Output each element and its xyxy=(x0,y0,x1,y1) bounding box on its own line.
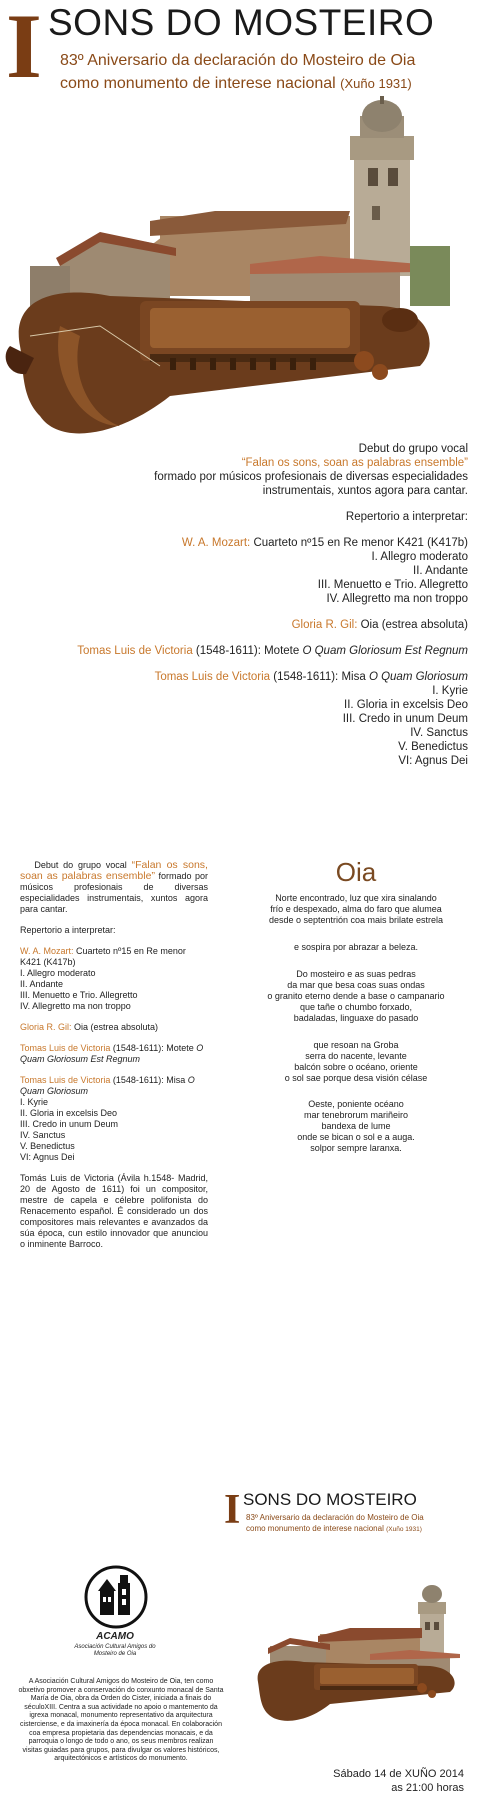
poem-line: frío e despexado, alma do faro que alumea xyxy=(270,904,442,914)
acamo-name: ACAMO xyxy=(96,1631,134,1642)
left-debut: Debut do grupo vocal xyxy=(34,860,127,870)
left-mozart-work xyxy=(20,946,208,968)
left-victoria-dates: (1548-1611): Motete xyxy=(110,1043,197,1053)
left-mozart-movement: I. Allegro moderato xyxy=(20,968,96,978)
left-mozart-title: Cuarteto nº15 en Re menor K421 (K417b) xyxy=(20,946,186,967)
gil-composer: Gloria R. Gil: xyxy=(291,619,358,631)
poem-line: onde se bican o sol e a auga. xyxy=(297,1132,415,1142)
header-subtitle-text: como monumento de interese nacional xyxy=(60,75,336,92)
poem-line: e sospira por abrazar a beleza. xyxy=(293,942,419,952)
victoria-composer: Tomas Luis de Victoria xyxy=(154,671,271,683)
debut-line: Debut do grupo vocal xyxy=(358,443,468,455)
misa-movement: II. Gloria in excelsis Deo xyxy=(344,699,468,711)
misa-movement: III. Credo in unum Deum xyxy=(342,713,468,725)
left-mozart-composer: W. A. Mozart: xyxy=(20,946,74,956)
poem-line: da mar que besa coas suas ondas xyxy=(287,980,425,990)
event-time: as 21:00 horas xyxy=(391,1782,464,1794)
header-roman-numeral: I xyxy=(6,0,42,97)
left-mozart-movement: II. Andante xyxy=(20,979,64,989)
left-gil-composer: Gloria R. Gil: xyxy=(20,1022,72,1032)
misa-movement: I. Kyrie xyxy=(432,685,468,697)
poem-line: Oeste, poniente océano xyxy=(308,1099,404,1109)
poem-line: bandexa de lume xyxy=(321,1121,391,1131)
poem-line: solpor sempre laranxa. xyxy=(310,1143,402,1153)
left-group-name: “Falan os sons, soan as palabras ensemble” xyxy=(20,859,208,882)
poem-line: Do mosteiro e as suas pedras xyxy=(296,969,416,979)
hurdy-gurdy-instrument xyxy=(6,293,430,434)
gil-work xyxy=(68,618,468,632)
poem-line: badaladas, linguaxe do pasado xyxy=(293,1013,419,1023)
event-date: Sábado 14 de XUÑO 2014 xyxy=(333,1768,464,1780)
header-subtitle-line1: 83º Aniversario da declaración do Mosteiro de Oia xyxy=(60,52,416,69)
poem-line: serra do nacente, levante xyxy=(305,1051,407,1061)
poem-line: que tañe o chumbo forxado, xyxy=(299,1002,413,1012)
header-subtitle-date: (Xuño 1931) xyxy=(340,76,412,91)
victoria-misa xyxy=(68,670,468,684)
poem-stanza-4 xyxy=(244,1040,468,1084)
repertoire-left-block xyxy=(20,860,208,1250)
acamo-full-name: Asociación Cultural Amigos do Mosteiro de Oia xyxy=(74,1644,156,1657)
victoria-bio: Tomás Luis de Victoria (Ávila h.1548- Madrid, 20 de Agosto de 1611) foi un compositor, mestre de capela e célebre polifonista do Renacemento español. É considerado un dos compositores mais relevantes e avanzados da súa época, cun estilo innovador que anunciou o inminente Barroco. xyxy=(20,1173,208,1249)
left-victoria-dates: (1548-1611): Misa xyxy=(110,1075,188,1085)
repertoire-right-block xyxy=(68,442,468,768)
bell-tower-small xyxy=(418,1585,446,1662)
mozart-work-title: Cuarteto nº15 en Re menor K421 (K417b) xyxy=(250,537,468,549)
header2-roman-numeral: I xyxy=(224,1487,241,1533)
left-desc: formado por músicos profesionais de diversas especialidades instrumentais, xuntos agora para cantar. xyxy=(20,871,208,914)
mozart-movement: IV. Allegretto ma non troppo xyxy=(326,593,468,605)
left-misa-movement: V. Benedictus xyxy=(20,1141,75,1151)
poem-line: Norte encontrado, luz que xira sinalando xyxy=(275,893,437,903)
left-gil-work xyxy=(20,1022,208,1033)
monastery-hurdy-gurdy-illustration xyxy=(0,96,480,472)
misa-movement: IV. Sanctus xyxy=(410,727,468,739)
poem-line: o granito eterno dende a base o campanario xyxy=(267,991,445,1001)
mozart-movement: I. Allegro moderato xyxy=(371,551,468,563)
poem-title: Oia xyxy=(335,857,377,887)
poem-line: balcón sobre o océano, oriente xyxy=(294,1062,418,1072)
victoria-motete-title: O Quam Gloriosum Est Regnum xyxy=(302,645,468,657)
victoria-dates: (1548-1611): Misa xyxy=(270,671,369,683)
bell-tower xyxy=(350,96,414,276)
header2-subtitle-line2 xyxy=(246,1524,422,1533)
left-victoria-composer: Tomas Luis de Victoria xyxy=(20,1075,111,1085)
left-mozart-movement: III. Menuetto e Trio. Allegretto xyxy=(20,990,138,1000)
left-gil-title: Oia (estrea absoluta) xyxy=(71,1022,159,1032)
monastery-hurdy-gurdy-small-illustration xyxy=(250,1582,466,1732)
header2-subtitle-date: (Xuño 1931) xyxy=(386,1526,422,1533)
header2-subtitle-line1: 83º Aniversario da declaración do Mosteiro de Oia xyxy=(246,1513,424,1522)
victoria-misa-title: O Quam Gloriosum xyxy=(368,671,468,683)
poem-line: que resoan na Groba xyxy=(313,1040,399,1050)
left-repertoire-label: Repertorio a interpretar: xyxy=(20,925,116,935)
victoria-motete xyxy=(68,644,468,658)
repertoire-label: Repertorio a interpretar: xyxy=(345,511,468,523)
left-misa-movement: II. Gloria in excelsis Deo xyxy=(20,1108,118,1118)
misa-movement: V. Benedictus xyxy=(398,741,468,753)
header-title: SONS DO MOSTEIRO xyxy=(48,2,435,43)
poem-stanza-3 xyxy=(244,969,468,1024)
left-misa-movement: IV. Sanctus xyxy=(20,1130,66,1140)
header2-title: SONS DO MOSTEIRO xyxy=(243,1490,417,1509)
poem-line: desde o septentrión coa mais brilate estrela xyxy=(268,915,444,925)
left-victoria-misa-title: O Quam Gloriosum xyxy=(20,1075,195,1096)
misa-movement: VI: Agnus Dei xyxy=(398,755,468,767)
mozart-composer: W. A. Mozart: xyxy=(181,537,251,549)
group-desc-1: formado por músicos profesionais de diversas especialidades xyxy=(154,471,468,483)
poem-stanza-5 xyxy=(244,1099,468,1154)
left-victoria-motete xyxy=(20,1043,208,1065)
mozart-movement: II. Andante xyxy=(413,565,468,577)
group-name: “Falan os sons, soan as palabras ensemble” xyxy=(241,457,468,469)
acamo-logo-icon xyxy=(84,1565,148,1629)
header-subtitle-line2 xyxy=(60,75,412,93)
mozart-work xyxy=(68,536,468,550)
left-misa-movement: I. Kyrie xyxy=(20,1097,49,1107)
left-victoria-motete-title: O Quam Gloriosum Est Regnum xyxy=(20,1043,204,1064)
poem-stanza-1 xyxy=(244,893,468,926)
group-desc-2: instrumentais, xuntos agora para cantar. xyxy=(262,485,468,497)
left-victoria-misa xyxy=(20,1075,208,1097)
mozart-movement: III. Menuetto e Trio. Allegretto xyxy=(317,579,468,591)
poem-line: mar tenebrorum mariñeiro xyxy=(303,1110,409,1120)
left-victoria-composer: Tomas Luis de Victoria xyxy=(20,1043,111,1053)
poem-stanza-2 xyxy=(244,942,468,953)
victoria-dates: (1548-1611): Motete xyxy=(192,645,303,657)
left-misa-movement: VI: Agnus Dei xyxy=(20,1152,75,1162)
hurdy-gurdy-small xyxy=(258,1661,455,1721)
poem-line: o sol sae porque desa visión célase xyxy=(284,1073,428,1083)
acamo-description: A Asociación Cultural Amigos do Mosteiro de Oia, ten como obxetivo promover a conservación do conxunto monacal de Santa María de Oia, obra da Orden do Cister, iniciada a finais do séculoXIII. Centra a sua actividade no apoio o mantemento da igrexa monacal, monumento representativo da arquitectura cisterciense, e da imaxinería da época monacal. En colaboración coa empresa propietaria das dependencias monacais, e da parroquia o longo de todo o ano, os seus membros realizan visitas guiadas para grupos, para divulgar os valores históricos, arquitectónicos e artísticos do monumento. xyxy=(18,1678,224,1763)
left-misa-movement: III. Credo in unum Deum xyxy=(20,1119,119,1129)
left-intro xyxy=(20,860,208,915)
victoria-composer: Tomas Luis de Victoria xyxy=(77,645,193,657)
header2-subtitle-text: como monumento de interese nacional xyxy=(246,1524,384,1533)
left-mozart-movement: IV. Allegretto ma non troppo xyxy=(20,1001,131,1011)
gil-work-title: Oia (estrea absoluta) xyxy=(357,619,468,631)
